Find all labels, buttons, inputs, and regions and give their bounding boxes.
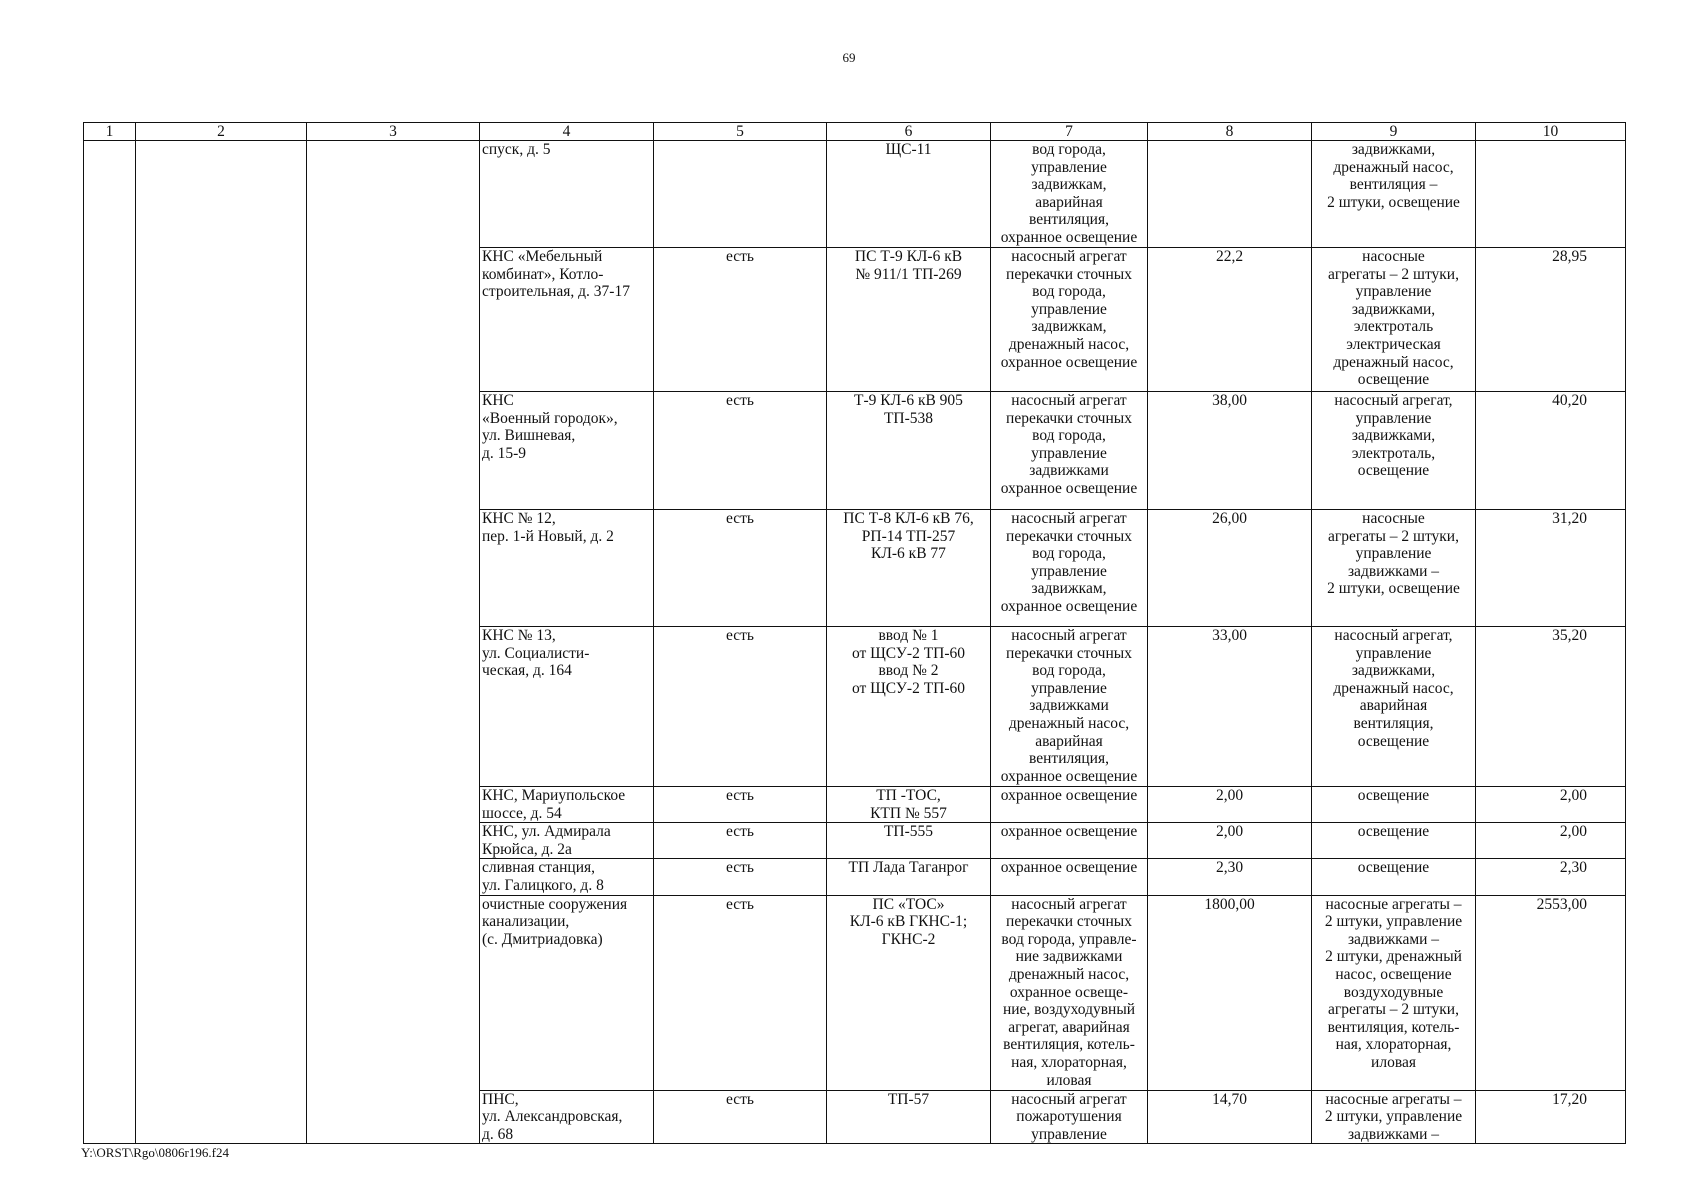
equipment-cell: охранное освещение (991, 787, 1148, 823)
power-value-cell: 2,30 (1148, 859, 1312, 895)
column-header: 10 (1476, 123, 1626, 141)
power-source-cell: ПС Т-8 КЛ-6 кВ 76, РП-14 ТП-257 КЛ-6 кВ 77 (827, 510, 991, 627)
object-name-cell: спуск, д. 5 (480, 141, 654, 248)
object-name-cell: сливная станция, ул. Галицкого, д. 8 (480, 859, 654, 895)
power-value-cell: 2,00 (1148, 787, 1312, 823)
column-header: 4 (480, 123, 654, 141)
consumers-cell: насосные агрегаты – 2 штуки, управление задвижками – (1312, 1090, 1476, 1144)
equipment-cell: насосный агрегат перекачки сточных вод города, управление задвижкам, охранное освещение (991, 510, 1148, 627)
consumers-cell: насосный агрегат, управление задвижками, дренажный насос, аварийная вентиляция, освещение (1312, 627, 1476, 787)
power-value-cell: 2,00 (1148, 823, 1312, 859)
equipment-cell: насосный агрегат пожаротушения управление (991, 1090, 1148, 1144)
power-source-cell: ТП-57 (827, 1090, 991, 1144)
consumers-cell: насосные агрегаты – 2 штуки, управление задвижками – 2 штуки, дренажный насос, освещение воздуходувные агрегаты – 2 штуки, вентиляция, котель- ная, хлораторная, иловая (1312, 895, 1476, 1090)
object-name-cell: КНС «Мебельный комбинат», Котло- строительная, д. 37-17 (480, 248, 654, 392)
availability-cell: есть (654, 895, 827, 1090)
availability-cell: есть (654, 1090, 827, 1144)
total-value-cell: 40,20 (1476, 392, 1626, 510)
availability-cell: есть (654, 510, 827, 627)
object-name-cell: КНС «Военный городок», ул. Вишневая, д. 15-9 (480, 392, 654, 510)
total-value-cell: 2553,00 (1476, 895, 1626, 1090)
availability-cell: есть (654, 823, 827, 859)
total-value-cell: 31,20 (1476, 510, 1626, 627)
column-header: 7 (991, 123, 1148, 141)
availability-cell: есть (654, 392, 827, 510)
object-name-cell: очистные сооружения канализации, (с. Дмитриадовка) (480, 895, 654, 1090)
availability-cell: есть (654, 787, 827, 823)
column-header: 8 (1148, 123, 1312, 141)
total-value-cell: 2,00 (1476, 823, 1626, 859)
equipment-cell: охранное освещение (991, 823, 1148, 859)
availability-cell: есть (654, 248, 827, 392)
power-value-cell: 33,00 (1148, 627, 1312, 787)
footer-file-path: Y:\ORST\Rgo\0806r196.f24 (81, 1145, 229, 1160)
object-name-cell: КНС, ул. Адмирала Крюйса, д. 2а (480, 823, 654, 859)
total-value-cell: 28,95 (1476, 248, 1626, 392)
column-header: 1 (84, 123, 136, 141)
consumers-cell: освещение (1312, 859, 1476, 895)
total-value-cell: 35,20 (1476, 627, 1626, 787)
availability-cell (654, 141, 827, 248)
equipment-cell: охранное освещение (991, 859, 1148, 895)
equipment-cell: насосный агрегат перекачки сточных вод города, управление задвижками дренажный насос, аварийная вентиляция, охранное освещение (991, 627, 1148, 787)
equipment-cell: насосный агрегат перекачки сточных вод города, управле- ние задвижками дренажный насос, охранное освеще- ние, воздуходувный агрегат, аварийная вентиляция, котель- ная, хлораторная, иловая (991, 895, 1148, 1090)
data-table (83, 122, 1626, 1144)
power-source-cell: ПС Т-9 КЛ-6 кВ № 911/1 ТП-269 (827, 248, 991, 392)
page-number: 69 (842, 50, 856, 65)
power-value-cell: 1800,00 (1148, 895, 1312, 1090)
header-row (84, 123, 1626, 141)
power-value-cell: 26,00 (1148, 510, 1312, 627)
power-source-cell: ПС «ТОС» КЛ-6 кВ ГКНС-1; ГКНС-2 (827, 895, 991, 1090)
availability-cell: есть (654, 627, 827, 787)
total-value-cell (1476, 141, 1626, 248)
consumers-cell: освещение (1312, 823, 1476, 859)
power-value-cell (1148, 141, 1312, 248)
consumers-cell: насосные агрегаты – 2 штуки, управление задвижками, электроталь электрическая дренажный насос, освещение (1312, 248, 1476, 392)
consumers-cell: насосные агрегаты – 2 штуки, управление задвижками – 2 штуки, освещение (1312, 510, 1476, 627)
consumers-cell: освещение (1312, 787, 1476, 823)
col3-merged-cell (307, 141, 480, 1144)
equipment-cell: насосный агрегат перекачки сточных вод города, управление задвижками охранное освещение (991, 392, 1148, 510)
object-name-cell: КНС, Мариупольское шоссе, д. 54 (480, 787, 654, 823)
column-header: 9 (1312, 123, 1476, 141)
consumers-cell: насосный агрегат, управление задвижками, электроталь, освещение (1312, 392, 1476, 510)
power-value-cell: 14,70 (1148, 1090, 1312, 1144)
power-source-cell: ТП Лада Таганрог (827, 859, 991, 895)
total-value-cell: 2,30 (1476, 859, 1626, 895)
consumers-cell: задвижками, дренажный насос, вентиляция – 2 штуки, освещение (1312, 141, 1476, 248)
object-name-cell: КНС № 13, ул. Социалисти- ческая, д. 164 (480, 627, 654, 787)
total-value-cell: 2,00 (1476, 787, 1626, 823)
power-value-cell: 38,00 (1148, 392, 1312, 510)
power-source-cell: ТП -ТОС, КТП № 557 (827, 787, 991, 823)
column-header: 3 (307, 123, 480, 141)
col1-merged-cell (84, 141, 136, 1144)
equipment-cell: насосный агрегат перекачки сточных вод города, управление задвижкам, дренажный насос, охранное освещение (991, 248, 1148, 392)
object-name-cell: ПНС, ул. Александровская, д. 68 (480, 1090, 654, 1144)
power-source-cell: ЩС-11 (827, 141, 991, 248)
total-value-cell: 17,20 (1476, 1090, 1626, 1144)
availability-cell: есть (654, 859, 827, 895)
power-source-cell: ТП-555 (827, 823, 991, 859)
object-name-cell: КНС № 12, пер. 1-й Новый, д. 2 (480, 510, 654, 627)
column-header: 2 (136, 123, 307, 141)
power-source-cell: ввод № 1 от ЩСУ-2 ТП-60 ввод № 2 от ЩСУ-2 ТП-60 (827, 627, 991, 787)
power-source-cell: Т-9 КЛ-6 кВ 905 ТП-538 (827, 392, 991, 510)
table-row (84, 141, 1626, 248)
power-value-cell: 22,2 (1148, 248, 1312, 392)
col2-merged-cell (136, 141, 307, 1144)
column-header: 5 (654, 123, 827, 141)
equipment-cell: вод города, управление задвижкам, аварийная вентиляция, охранное освещение (991, 141, 1148, 248)
column-header: 6 (827, 123, 991, 141)
